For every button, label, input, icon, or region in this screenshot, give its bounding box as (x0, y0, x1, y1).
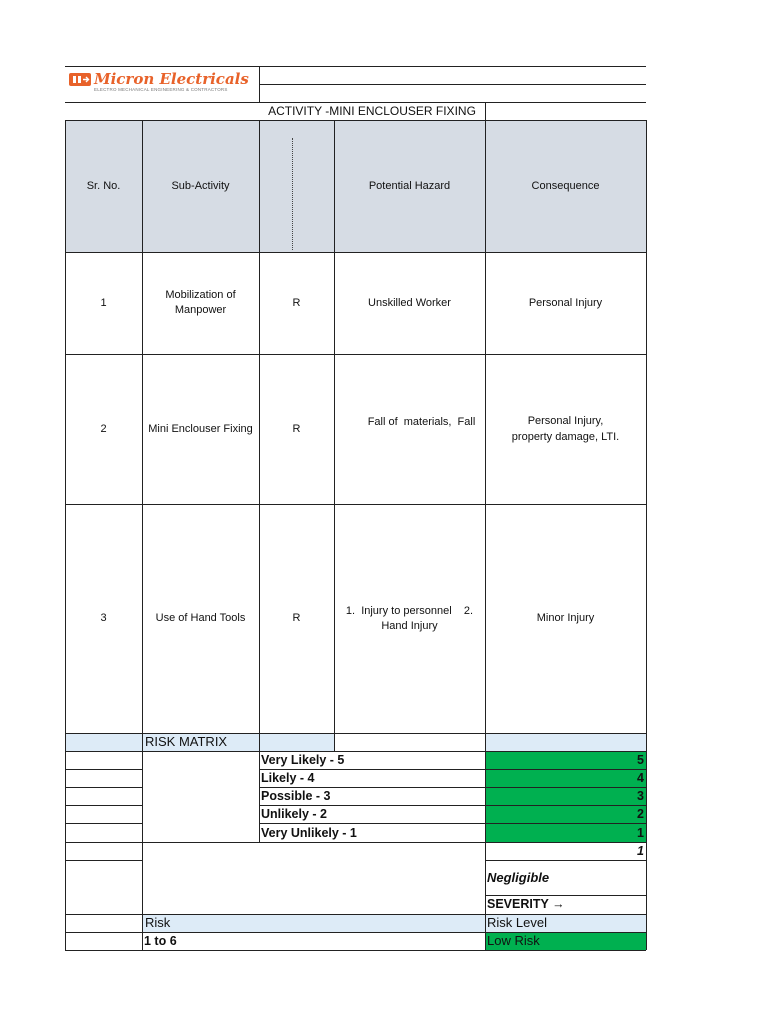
row-2-sr: 2 (100, 422, 107, 435)
grid-line (65, 805, 142, 806)
logo-brand-name: Micron Electricals (94, 70, 249, 88)
logo-tagline: ELECTRO MECHANICAL ENGINEERING & CONTRACTORS (94, 87, 228, 92)
grid-line (65, 769, 142, 770)
row-3-sub-activity: Use of Hand Tools (155, 612, 246, 624)
risk-level-header: Risk Level (487, 915, 547, 930)
row-1-sub-activity: Mobilization of Manpower (165, 289, 236, 316)
likelihood-value-1: 1 (637, 826, 644, 840)
grid-line (65, 823, 142, 824)
grid-line (485, 860, 646, 861)
risk-matrix-fill-a (65, 733, 142, 751)
risk-matrix-fill-d (485, 733, 646, 751)
severity-label: Negligible (487, 870, 550, 885)
row-3-consequence: Minor Injury (536, 612, 595, 624)
row-2-code: R (292, 422, 301, 435)
row-2-hazard: Fall of materials, Fall (367, 415, 476, 428)
activity-title: ACTIVITY -MINI ENCLOUSER FIXING (268, 103, 476, 118)
grid-line (65, 787, 142, 788)
likelihood-label-3: Possible - 3 (261, 789, 331, 803)
risk-header: Risk (145, 915, 171, 930)
header-code-dots (292, 138, 293, 250)
risk-level-value: Low Risk (487, 933, 540, 948)
logo-mark-icon (69, 73, 91, 86)
risk-matrix-fill-c (259, 733, 334, 751)
row-3-hazard: 1. Injury to personnel 2. Hand Injury (345, 604, 477, 632)
header-fill-code (259, 120, 334, 252)
likelihood-label-2: Unlikely - 2 (261, 807, 327, 821)
severity-value: 1 (637, 844, 644, 858)
header-consequence: Consequence (531, 179, 600, 192)
grid-line (259, 823, 646, 824)
header-sr-no: Sr. No. (86, 179, 121, 192)
grid-line (65, 66, 646, 67)
grid-line (646, 120, 647, 950)
row-2-consequence: Personal Injury, property damage, LTI. (511, 415, 620, 443)
row-1-sr: 1 (100, 296, 107, 309)
likelihood-label-5: Very Likely - 5 (261, 753, 345, 767)
grid-line (65, 860, 142, 861)
grid-line (259, 66, 260, 102)
likelihood-value-2: 2 (637, 807, 644, 821)
grid-line (65, 950, 646, 951)
header-potential-hazard: Potential Hazard (368, 179, 451, 192)
row-1-hazard: Unskilled Worker (368, 296, 451, 309)
likelihood-value-3: 3 (637, 789, 644, 803)
likelihood-label-1: Very Unlikely - 1 (261, 826, 357, 840)
row-3-sr: 3 (100, 612, 107, 624)
severity-axis-label: SEVERITY → (487, 897, 565, 911)
row-1-code: R (292, 296, 301, 309)
risk-range: 1 to 6 (144, 934, 177, 948)
header-sub-activity: Sub-Activity (171, 179, 230, 192)
likelihood-value-5: 5 (637, 753, 644, 767)
company-logo (68, 70, 258, 96)
row-1-consequence: Personal Injury (528, 296, 603, 309)
grid-line (485, 102, 486, 120)
likelihood-value-4: 4 (637, 771, 644, 785)
grid-line (259, 84, 646, 85)
row-3-code: R (292, 612, 301, 624)
row-2-sub-activity: Mini Enclouser Fixing (148, 422, 253, 435)
likelihood-label-4: Likely - 4 (261, 771, 315, 785)
risk-matrix-title: RISK MATRIX (145, 734, 228, 749)
